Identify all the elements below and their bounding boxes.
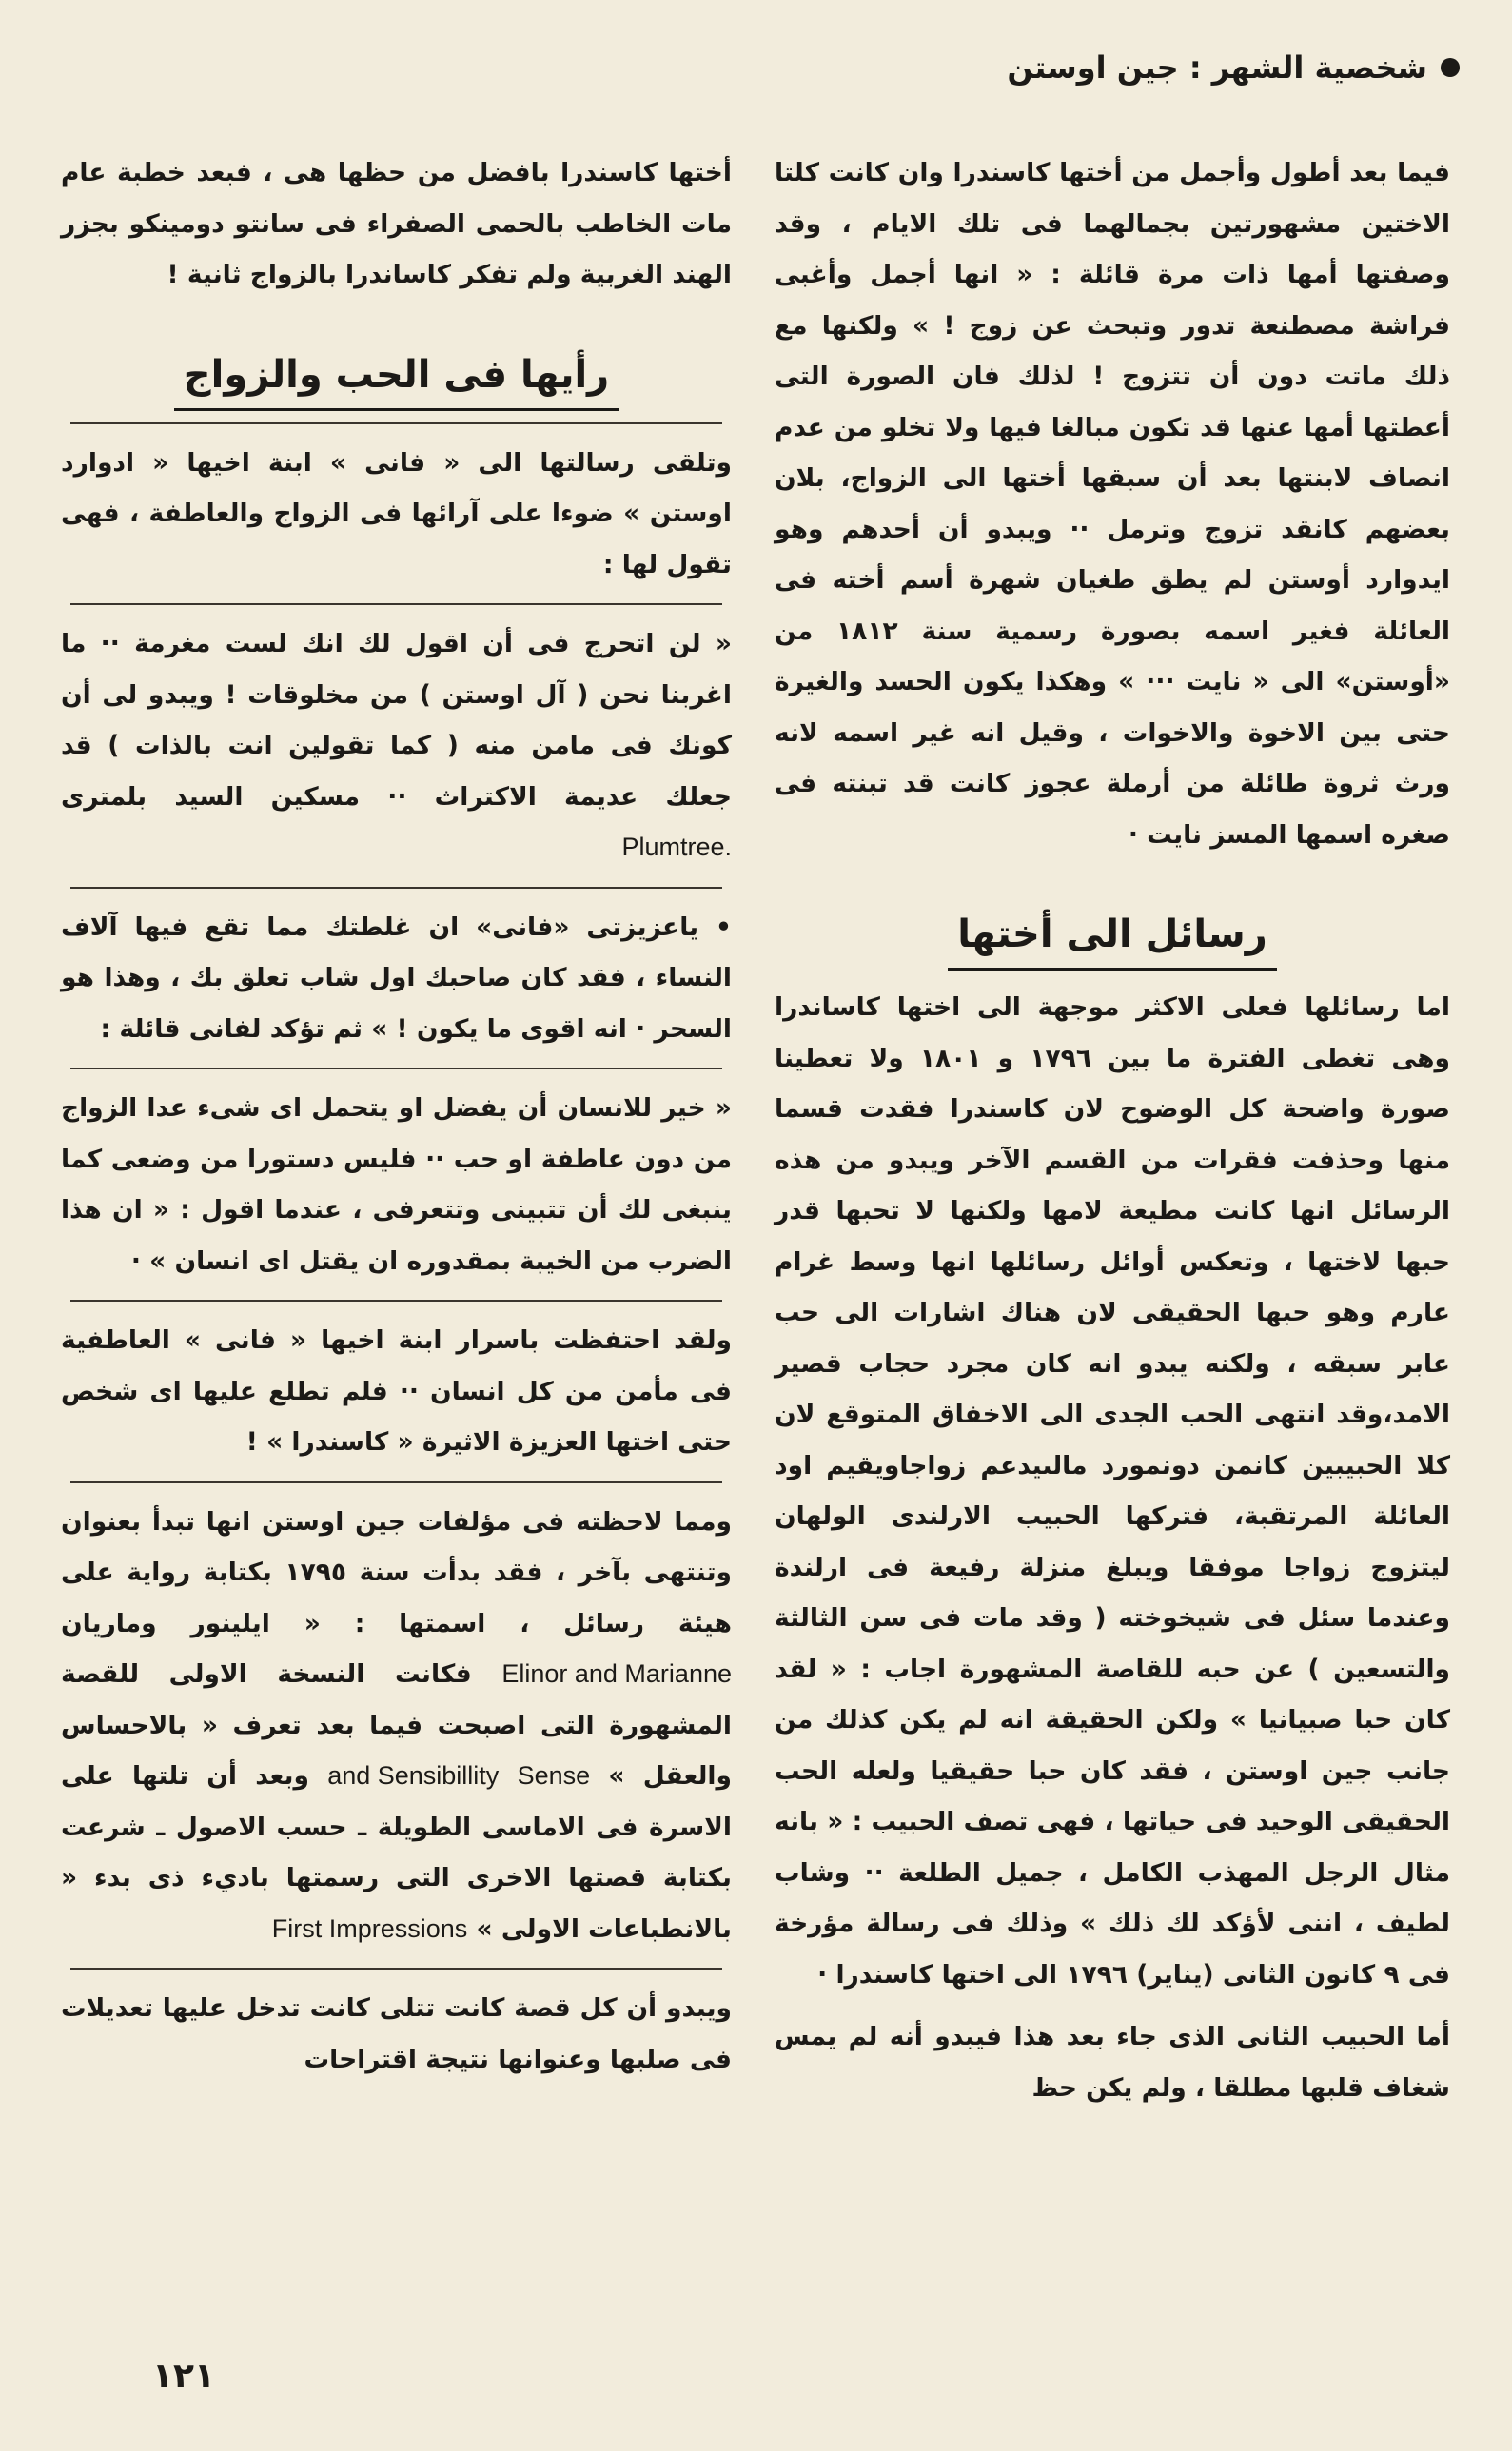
section-heading-letters-text: رسائل الى أختها — [948, 906, 1276, 963]
page-header — [1007, 49, 1460, 86]
continuation-paragraph: أختها كاسندرا بافضل من حظها هى ، فبعد خطبة عام مات الخاطب بالحمى الصفراء فى سانتو دومينكو بجزر الهند الغربية ولم تفكر كاساندرا بالزواج ثانية ! — [61, 158, 732, 289]
secrets-paragraph: ولقد احتفظت باسرار ابنة اخيها « فانى » العاطفية فى مأمن من كل انسان ·· فلم تطلع عليها اى شخص حتى اختها العزيزة الاثيرة « كاسندرا » ! — [61, 1325, 732, 1457]
second-lover-paragraph: أما الحبيب الثانى الذى جاء بعد هذا فيبدو أنه لم يمس شغاف قلبها مطلقا ، ولم يكن حظ — [775, 2022, 1450, 2103]
divider — [70, 1968, 722, 1970]
plumtree-latin: Plumtree. — [621, 833, 732, 861]
right-column — [775, 147, 1450, 2113]
works-paragraph — [61, 1497, 732, 1955]
page-number: ١٢١ — [152, 2357, 215, 2396]
sensibility-latin: and Sensibillity — [327, 1761, 500, 1790]
sense-latin: Sense — [517, 1761, 591, 1790]
works-start-text: ومما لاحظته فى مؤلفات جين اوستن انها تبدأ بعنوان وتنتهى بآخر ، فقد بدأت سنة ١٧٩٥ بكتابة رواية على هيئة رسائل ، اسمتها : — [61, 1506, 733, 1638]
first-impressions-latin: First Impressions — [271, 1913, 468, 1943]
section-heading-love — [61, 346, 732, 403]
divider — [70, 887, 722, 889]
works-mid2-text: وبعد أن تلتها على الاسرة فى الاماسى الطويلة ـ حسب الاصول ـ شرعت بكتابة قصتها الاخرى التى رسمتها باديء ذى بدء « بالانطباعات الاولى » — [61, 1761, 732, 1944]
works-mid-text: فكانت النسخة الاولى للقصة المشهورة التى اصبحت فيما بعد تعرف « بالاحساس والعقل » — [61, 1659, 732, 1791]
section-heading-letters — [775, 906, 1450, 963]
divider — [70, 603, 722, 605]
left-column — [61, 147, 732, 2085]
divider — [70, 1068, 722, 1069]
fanny-intro-paragraph: وتلقى رسالتها الى « فانى » ابنة اخيها « ادوارد اوستن » ضوءا على آرائها فى الزواج والعاطفة ، فهى تقول لها : — [61, 447, 732, 579]
divider — [70, 1481, 722, 1483]
section-heading-love-text: رأيها فى الحب والزواج — [174, 346, 619, 403]
elinor-arabic: « ايلينور وماريان — [61, 1608, 321, 1638]
divider — [70, 422, 722, 424]
header-title: شخصية الشهر : جين اوستن — [1007, 49, 1427, 86]
elinor-latin: Elinor and Marianne — [501, 1659, 732, 1688]
quote-1-text: « لن اتحرج فى أن اقول لك انك لست مغرمة ·· ما اغربنا نحن ( آل اوستن ) من مخلوقات ! ويبدو لى أن كونك فى مامن منه ( كما تقولين انت بالذات ) قد جعلك عديمة الاكتراث ·· مسكين السيد بلمترى — [61, 629, 732, 812]
bullet-icon — [1441, 58, 1460, 77]
final-paragraph: ويبدو أن كل قصة كانت تتلى كانت تدخل عليها تعديلات فى صلبها وعنوانها نتيجة اقتراحات — [61, 1993, 732, 2074]
intro-paragraph: فيما بعد أطول وأجمل من أختها كاسندرا وان كانت كلتا الاختين مشهورتين بجمالهما فى تلك الايام ، وقد وصفتها أمها ذات مرة قائلة : « انها أجمل وأغبى فراشة مصطنعة تدور وتبحث عن زوج ! » ولكنها مع ذلك ماتت دون أن تتزوج ! لذلك فان الصورة التى أعطتها أمها عنها قد تكون مبالغا فيها ولا تخلو من عدم انصاف لابنتها بعد أن سبقها أختها الى الزواج، بلان بعضهم كانقد تزوج وترمل ·· ويبدو أن أحدهم وهو ايدوارد أوستن لم يطق طغيان شهرة أسم أخته فى العائلة فغير اسمه بصورة رسمية سنة ١٨١٢ من «أوستن» الى « نايت ··· » وهكذا يكون الحسد والغيرة حتى بين الاخوة والاخوات ، وقيل انه غير اسمه لانه ورث ثروة طائلة من أرملة عجوز كانت قد تبنته فى صغره اسمها المسز نايت · — [775, 158, 1450, 850]
quote-paragraph-3: « خير للانسان أن يفضل او يتحمل اى شىء عدا الزواج من دون عاطفة او حب ·· فليس دستورا من وضعى كما ينبغى لك أن تتبينى وتتعرفى ، عندما اقول : « ان هذا الضرب من الخيبة بمقدوره ان يقتل اى انسان » · — [61, 1093, 732, 1276]
letters-paragraph: اما رسائلها فعلى الاكثر موجهة الى اختها كاساندرا وهى تغطى الفترة ما بين ١٧٩٦ و ١٨٠١ ولا تعطينا صورة واضحة كل الوضوح لان كاسندرا فقدت قسما منها وحذفت فقرات من القسم الآخر ويبدو من هذه الرسائل انها كانت مطيعة لامها ولكنها لا تحبها قدر حبها لاختها ، وتعكس أوائل رسائلها انها وسط غرام عارم وهو حبها الحقيقى لان هناك اشارات الى حب عابر سبقه ، ولكنه يبدو انه كان مجرد حجاب قصير الامد،وقد انتهى الحب الجدى الى الاخفاق المتوقع لان كلا الحبيبين كانمن دونمورد مالىيدعم زواجاويقيم اود العائلة المرتقبة، فتركها الحبيب الارلندى الولهان ليتزوج زواجا موفقا ويبلغ منزلة رفيعة فى ارلندة وعندما سئل فى شيخوخته ( وقد مات فى سن الثالثة والتسعين ) عن حبه للقاصة المشهورة اجاب : « لقد كان حبا صبيانيا » ولكن الحقيقة انه لم يكن كذلك من جانب جين اوستن ، فقد كان حبا حقيقيا ولعله الحب الحقيقى الوحيد فى حياتها ، فهى تصف الحبيب : « بانه مثال الرجل المهذب الكامل ، جميل الطلعة ·· وشاب لطيف ، اننى لأؤكد لك ذلك » وذلك فى رسالة مؤرخة فى ٩ كانون الثانى (يناير) ١٧٩٦ الى اختها كاسندرا · — [775, 992, 1450, 1990]
divider — [70, 1300, 722, 1302]
quote-paragraph-1 — [61, 618, 732, 873]
quote-paragraph-2: • ياعزيزتى «فانى» ان غلطتك مما تقع فيها آلاف النساء ، فقد كان صاحبك اول شاب تعلق بك ، وهذا هو السحر · انه اقوى ما يكون ! » ثم تؤكد لفانى قائلة : — [61, 912, 732, 1044]
